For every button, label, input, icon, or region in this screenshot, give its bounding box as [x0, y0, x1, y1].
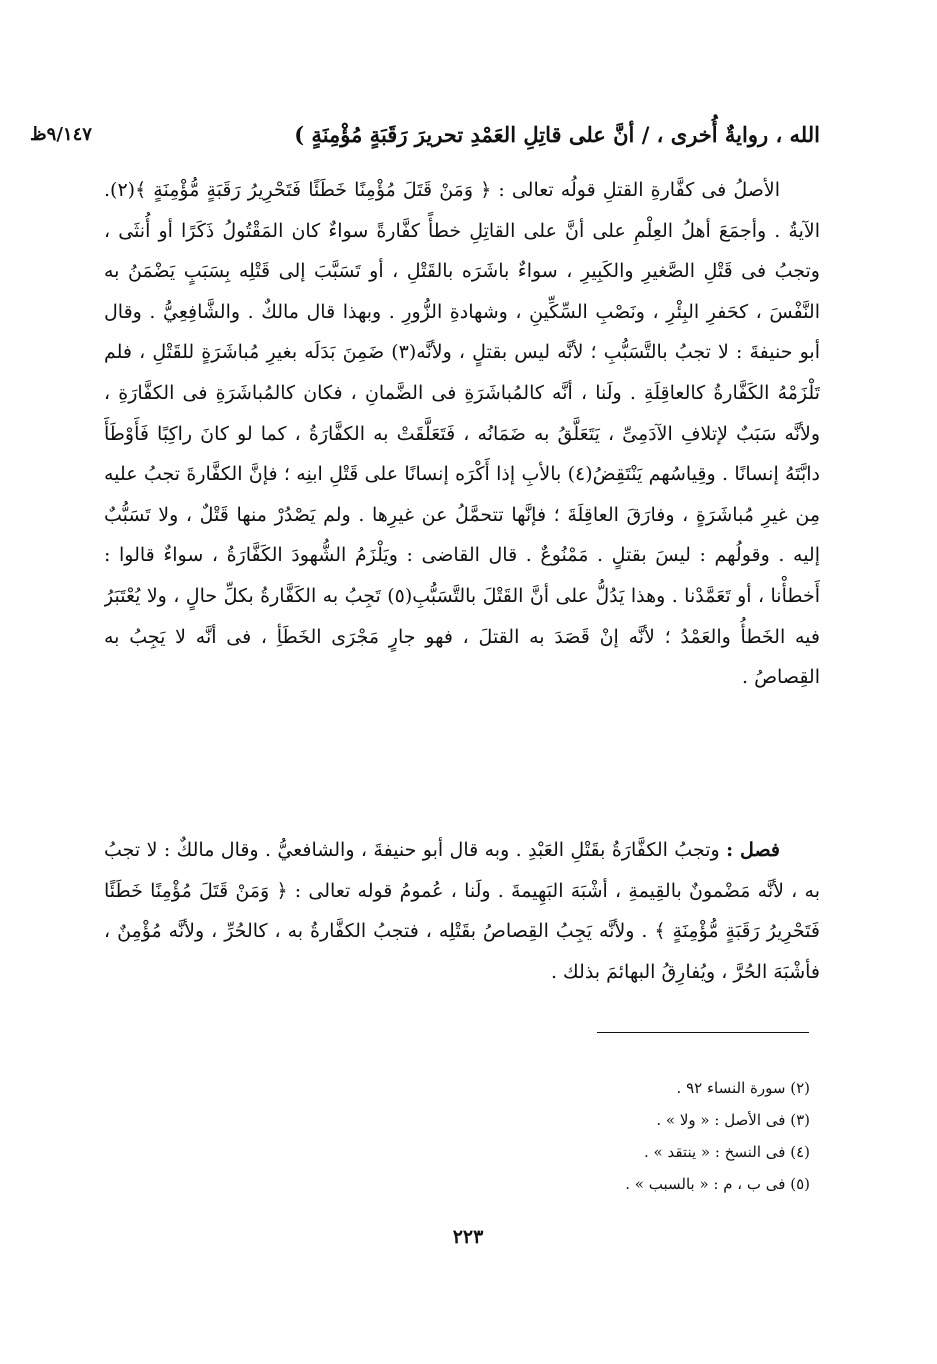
fasl-label: فصل :: [726, 839, 781, 861]
paragraph-fasl-abd: [104, 830, 820, 1020]
running-header: الله ، روايةٌ أُخرى ، / أنَّ على قاتِلِ العَمْدِ تحريرَ رَقَبَةٍ مُؤْمِنَةٍ ): [294, 122, 820, 147]
page-number: ٢٢٣: [452, 1226, 484, 1248]
footnote-2: (٢) سورة النساء ٩٢ .: [676, 1079, 810, 1097]
fasl-text: وتجبُ الكفَّارَةُ بقَتْلِ العَبْدِ . وبه قال أبو حنيفةَ ، والشافعيُّ . وقال مالكٌ : لا تجبُ به ، لأنَّه مَضْمونٌ بالقِيمةِ ، أشْبَهَ البَهِيمةَ . ولَنا ، عُمومُ قوله تعالى : ﴿ وَمَنْ قَتَلَ مُؤْمِنًا خَطَئًا فَتَحْرِيرُ رَقَبَةٍ مُّؤْمِنَةٍ ﴾ . ولأنَّه يَجِبُ القِصاصُ بقَتْلِه ، فتجبُ الكفَّارةُ به ، كالحُرِّ ، ولأنَّه مُؤْمِنٌ ، فأشْبَهَ الحُرَّ ، ويُفارِقُ البهائمَ بذلك .: [104, 839, 820, 983]
main-text: [104, 170, 820, 1020]
page-header: [30, 118, 820, 158]
footnote-5: (٥) فى ب ، م : « بالسبب » .: [625, 1175, 810, 1193]
footnote-separator: [597, 1032, 809, 1033]
footnote-4: (٤) فى النسخ : « ينتقد » .: [643, 1143, 810, 1161]
manuscript-folio-note: ٩/١٤٧ظ: [30, 124, 92, 145]
footnotes: [480, 1072, 810, 1200]
footnote-3: (٣) فى الأصل : « ولا » .: [656, 1111, 810, 1129]
paragraph-kaffara-qatl: الأصلُ فى كفَّارةِ القتلِ قولُه تعالى : ﴿ وَمَنْ قَتَلَ مُؤْمِنًا خَطَئًا فَتَحْرِيرُ رَقَبَةٍ مُّؤْمِنَةٍ ﴾(٢). الآيةُ . وأجمَعَ أهلُ العِلْمِ على أنَّ على القاتِلِ خطأً كفَّارةً سواءٌ كان المَقْتُولُ ذَكَرًا أو أُنثَى ، وتجبُ فى قَتْلِ الصَّغيرِ والكَبِيرِ ، سواءٌ باشَرَه بالقَتْلِ ، أو تَسَبَّبَ إلى قَتْلِه بِسَبَبٍ يَضْمَنُ به النَّفْسَ ، كحَفرِ البِئْرِ ، ونَصْبِ السِّكِّينِ ، وشهادةِ الزُّورِ . وبهذا قال مالكٌ . والشَّافِعِيُّ . وقال أبو حنيفةَ : لا تجبُ بالتَّسَبُّبِ ؛ لأنَّه ليس بقتلٍ ، ولأنَّه(٣) ضَمِنَ بَدَلَه بغيرِ مُباشَرَةٍ للقَتْلِ ، فلم تَلْزَمْهُ الكَفَّارةُ كالعاقِلَةِ . ولَنا ، أنَّه كالمُباشَرَةِ فى الضَّمانِ ، فكان كالمُباشَرَةِ فى الكفَّارَةِ ، ولأنَّه سَبَبٌ لإتلافِ الآدَمِىِّ ، يَتَعَلَّقُ به ضَمَانُه ، فَتَعَلَّقَتْ به الكفَّارَةُ ، كما لو كانَ راكِبًا فَأَوْطَأَ دابَّتَهُ إنسانًا . وقِياسُهم يَنْتَقِضُ(٤) بالأبِ إذا أَكْرَه إنسانًا على قَتْلِ ابنِه ؛ فإنَّ الكفَّارةَ تجبُ عليه مِن غيرِ مُباشَرَةٍ ، وفارَقَ العاقِلَةَ ؛ فإنَّها تتحمَّلُ عن غيرِها . ولم يَصْدُرْ منها قَتْلٌ ، ولا تَسَبُّبٌ إليه . وقولُهم : ليسَ بقتلٍ . مَمْنُوعٌ . قال القاضى : ويَلْزَمُ الشُّهودَ الكَفَّارَةُ ، سواءٌ قالوا : أَخطأْنا ، أو تَعَمَّدْنا . وهذا يَدُلُّ على أنَّ القَتْلَ بالتَّسَبُّبِ(٥) تَجِبُ به الكَفَّارةُ بكلِّ حالٍ ، ولا يُعْتَبَرُ فيه الخَطأُ والعَمْدُ ؛ لأنَّه إنْ قَصَدَ به القتلَ ، فهو جارٍ مَجْرَى الخَطَأِ ، فى أنَّه لا يَجِبُ به القِصاصُ .: [104, 179, 820, 689]
